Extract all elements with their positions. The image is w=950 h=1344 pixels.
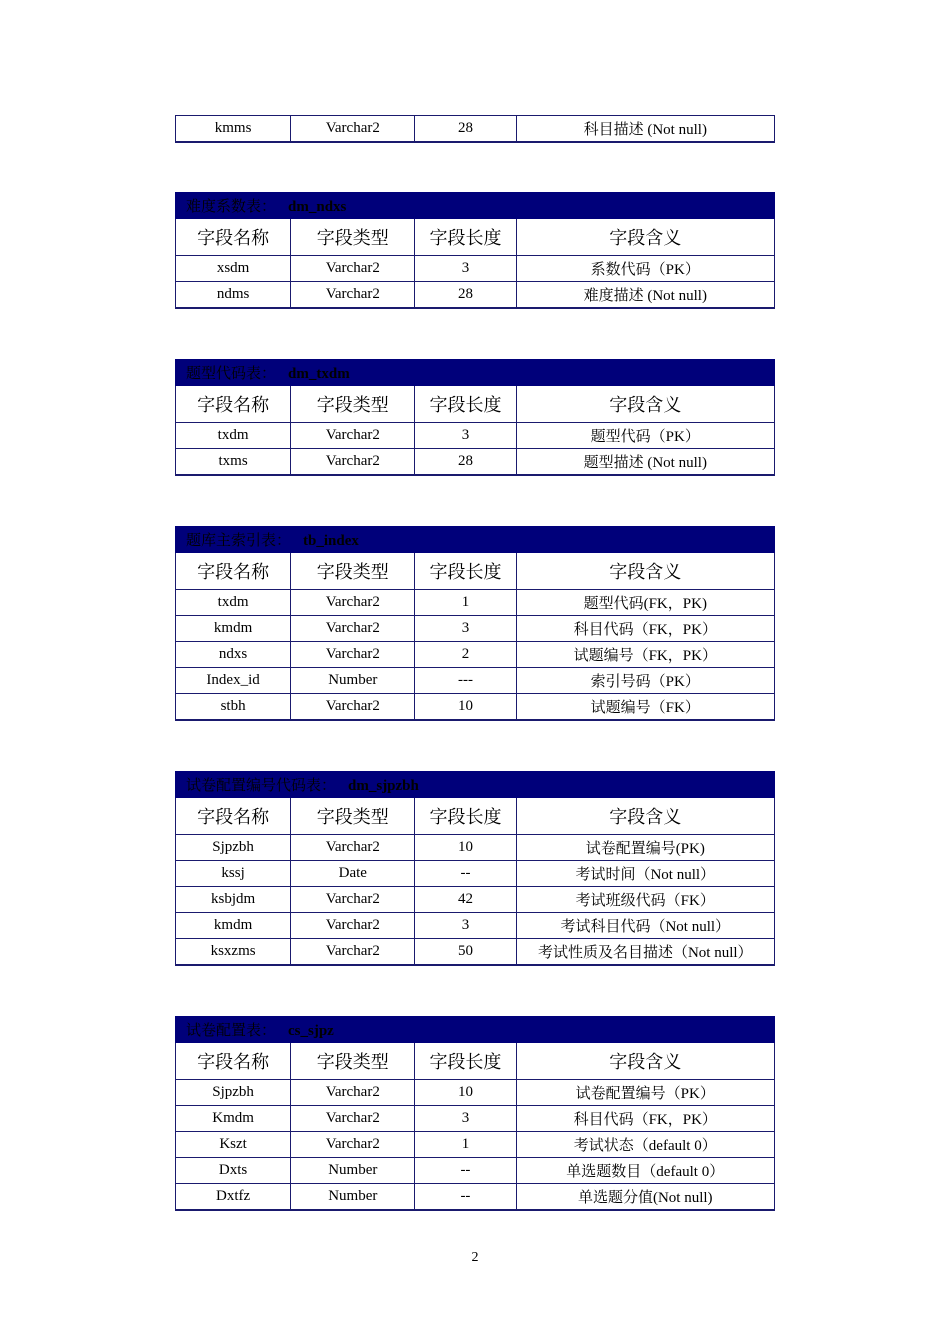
cell-field-type: Varchar2	[291, 1132, 415, 1158]
header-row	[176, 219, 775, 256]
table-row	[176, 256, 775, 282]
table-row	[176, 887, 775, 913]
cell-field-meaning: 题型代码（PK）	[516, 423, 774, 449]
cell-field-type: Varchar2	[291, 616, 415, 642]
cell-field-length: 42	[415, 887, 516, 913]
table-dm-ndxs	[175, 192, 775, 309]
header-field-meaning: 字段含义	[516, 386, 774, 423]
table-row	[176, 939, 775, 966]
cell-field-type: Varchar2	[291, 913, 415, 939]
cell-field-meaning: 系数代码（PK）	[516, 256, 774, 282]
table-row	[176, 282, 775, 309]
header-field-type: 字段类型	[291, 553, 415, 590]
header-field-length: 字段长度	[415, 386, 516, 423]
cell-field-length: --	[415, 861, 516, 887]
cell-field-type: Date	[291, 861, 415, 887]
cell-field-length: --	[415, 1158, 516, 1184]
table-title: 试卷配置编号代码表：	[186, 778, 337, 794]
cell-field-length: --	[415, 1184, 516, 1211]
cell-field-type: Number	[291, 668, 415, 694]
cell-field-meaning: 题型描述 (Not null)	[516, 449, 774, 476]
table-row	[176, 861, 775, 887]
table-name: dm_sjpzbh	[348, 778, 419, 794]
table-name: tb_index	[303, 533, 359, 549]
table-row	[176, 449, 775, 476]
table-name: dm_ndxs	[288, 199, 347, 215]
header-field-length: 字段长度	[415, 219, 516, 256]
table-caption	[176, 193, 775, 219]
cell-field-name: ndms	[176, 282, 291, 309]
cell-field-type: Varchar2	[291, 694, 415, 721]
table-title: 题型代码表：	[186, 366, 277, 382]
table-row	[176, 1132, 775, 1158]
cell-field-name: txdm	[176, 423, 291, 449]
table-row	[176, 835, 775, 861]
header-row	[176, 553, 775, 590]
header-field-name: 字段名称	[176, 386, 291, 423]
cell-field-length: 28	[415, 449, 516, 476]
table-row	[176, 913, 775, 939]
table-row	[176, 694, 775, 721]
cell-field-meaning: 索引号码（PK）	[516, 668, 774, 694]
cell-field-name: Sjpzbh	[176, 1080, 291, 1106]
cell-field-length: 28	[415, 116, 516, 143]
header-field-type: 字段类型	[291, 798, 415, 835]
cell-field-name: Kszt	[176, 1132, 291, 1158]
table-caption	[176, 1017, 775, 1043]
table-row	[176, 616, 775, 642]
table-row	[176, 1184, 775, 1211]
page-number: 2	[471, 1250, 479, 1265]
table-caption	[176, 527, 775, 553]
cell-field-meaning: 难度描述 (Not null)	[516, 282, 774, 309]
header-field-meaning: 字段含义	[516, 553, 774, 590]
cell-field-length: 10	[415, 694, 516, 721]
table-name: dm_txdm	[288, 366, 350, 382]
header-field-meaning: 字段含义	[516, 219, 774, 256]
header-row	[176, 1043, 775, 1080]
table-dm-sjpzbh	[175, 771, 775, 966]
header-field-type: 字段类型	[291, 219, 415, 256]
header-field-type: 字段类型	[291, 1043, 415, 1080]
table-row	[176, 1080, 775, 1106]
table-title: 试卷配置表：	[186, 1023, 277, 1039]
cell-field-meaning: 试题编号（FK，PK）	[516, 642, 774, 668]
cell-field-meaning: 科目描述 (Not null)	[516, 116, 774, 143]
cell-field-length: 3	[415, 616, 516, 642]
cell-field-meaning: 考试时间（Not null）	[516, 861, 774, 887]
cell-field-name: xsdm	[176, 256, 291, 282]
cell-field-meaning: 题型代码(FK，PK)	[516, 590, 774, 616]
cell-field-meaning: 考试科目代码（Not null）	[516, 913, 774, 939]
cell-field-meaning: 单选题数目（default 0）	[516, 1158, 774, 1184]
table-title: 难度系数表：	[186, 199, 277, 215]
cell-field-type: Varchar2	[291, 1080, 415, 1106]
header-field-meaning: 字段含义	[516, 798, 774, 835]
table-dm-txdm	[175, 359, 775, 476]
cell-field-meaning: 考试性质及名目描述（Not null）	[516, 939, 774, 966]
cell-field-meaning: 试卷配置编号（PK）	[516, 1080, 774, 1106]
cell-field-meaning: 考试状态（default 0）	[516, 1132, 774, 1158]
header-field-length: 字段长度	[415, 1043, 516, 1080]
cell-field-type: Varchar2	[291, 887, 415, 913]
header-field-length: 字段长度	[415, 553, 516, 590]
table-caption	[176, 772, 775, 798]
cell-field-meaning: 科目代码（FK，PK）	[516, 616, 774, 642]
header-field-type: 字段类型	[291, 386, 415, 423]
header-field-meaning: 字段含义	[516, 1043, 774, 1080]
cell-field-length: 28	[415, 282, 516, 309]
cell-field-type: Varchar2	[291, 423, 415, 449]
cell-field-name: Index_id	[176, 668, 291, 694]
cell-field-name: Dxts	[176, 1158, 291, 1184]
cell-field-name: txdm	[176, 590, 291, 616]
header-field-name: 字段名称	[176, 553, 291, 590]
cell-field-meaning: 试卷配置编号(PK)	[516, 835, 774, 861]
cell-field-type: Number	[291, 1158, 415, 1184]
cell-field-name: ndxs	[176, 642, 291, 668]
table-row	[176, 1106, 775, 1132]
header-field-name: 字段名称	[176, 219, 291, 256]
cell-field-name: kmdm	[176, 616, 291, 642]
cell-field-length: 10	[415, 1080, 516, 1106]
table-row	[176, 668, 775, 694]
continued-table	[175, 115, 775, 143]
cell-field-length: 1	[415, 590, 516, 616]
table-row	[176, 642, 775, 668]
cell-field-name: Dxtfz	[176, 1184, 291, 1211]
cell-field-name: Kmdm	[176, 1106, 291, 1132]
cell-field-name: kmms	[176, 116, 291, 143]
cell-field-name: ksbjdm	[176, 887, 291, 913]
cell-field-length: 2	[415, 642, 516, 668]
cell-field-name: kssj	[176, 861, 291, 887]
table-row	[176, 1158, 775, 1184]
cell-field-length: 3	[415, 423, 516, 449]
cell-field-type: Varchar2	[291, 835, 415, 861]
cell-field-type: Varchar2	[291, 939, 415, 966]
header-row	[176, 386, 775, 423]
cell-field-type: Varchar2	[291, 449, 415, 476]
cell-field-type: Varchar2	[291, 116, 415, 143]
cell-field-length: 10	[415, 835, 516, 861]
cell-field-length: 3	[415, 256, 516, 282]
cell-field-name: txms	[176, 449, 291, 476]
table-name: cs_sjpz	[288, 1023, 334, 1039]
cell-field-type: Varchar2	[291, 1106, 415, 1132]
cell-field-meaning: 试题编号（FK）	[516, 694, 774, 721]
cell-field-length: 50	[415, 939, 516, 966]
cell-field-type: Varchar2	[291, 590, 415, 616]
table-row	[176, 116, 775, 143]
cell-field-type: Varchar2	[291, 256, 415, 282]
header-row	[176, 798, 775, 835]
cell-field-length: 1	[415, 1132, 516, 1158]
cell-field-length: 3	[415, 913, 516, 939]
cell-field-type: Number	[291, 1184, 415, 1211]
header-field-length: 字段长度	[415, 798, 516, 835]
table-row	[176, 590, 775, 616]
cell-field-name: stbh	[176, 694, 291, 721]
cell-field-type: Varchar2	[291, 642, 415, 668]
table-cs-sjpz	[175, 1016, 775, 1211]
cell-field-length: 3	[415, 1106, 516, 1132]
header-field-name: 字段名称	[176, 798, 291, 835]
table-row	[176, 423, 775, 449]
table-caption	[176, 360, 775, 386]
cell-field-length: ---	[415, 668, 516, 694]
cell-field-name: kmdm	[176, 913, 291, 939]
cell-field-type: Varchar2	[291, 282, 415, 309]
cell-field-name: ksxzms	[176, 939, 291, 966]
cell-field-name: Sjpzbh	[176, 835, 291, 861]
header-field-name: 字段名称	[176, 1043, 291, 1080]
cell-field-meaning: 考试班级代码（FK）	[516, 887, 774, 913]
cell-field-meaning: 科目代码（FK，PK）	[516, 1106, 774, 1132]
table-tb-index	[175, 526, 775, 721]
cell-field-meaning: 单选题分值(Not null)	[516, 1184, 774, 1211]
table-title: 题库主索引表：	[186, 533, 292, 549]
